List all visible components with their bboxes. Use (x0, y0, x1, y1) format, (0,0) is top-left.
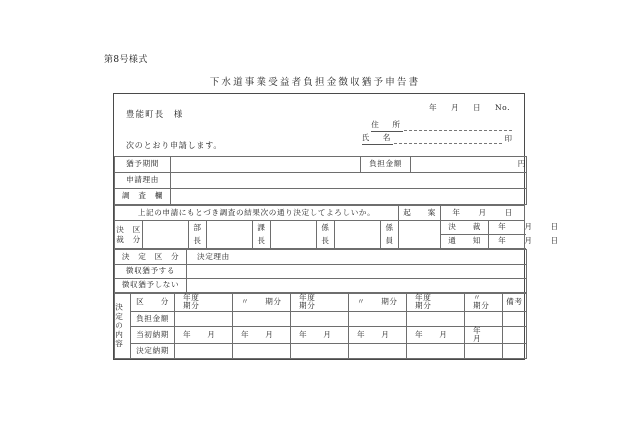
detail-table (114, 293, 527, 359)
reason-row (115, 173, 527, 189)
detail-amount-c1[interactable] (175, 311, 233, 326)
detail-side-label-text: 決定の内容 (114, 303, 124, 349)
detail-original-due-c1[interactable] (175, 326, 233, 344)
action-date-kessai[interactable] (489, 221, 559, 235)
decision-option-grant-value[interactable] (187, 265, 527, 279)
col6-main: 〃 (473, 293, 482, 302)
due6-year: 年 (473, 325, 482, 335)
col5-sub: 期分 (415, 301, 432, 311)
submission-date-line (429, 102, 510, 113)
division-label-line2: 裁 分 (116, 234, 141, 244)
due2-year: 年 (241, 329, 250, 339)
application-statement: 次のとおり申請します。 (126, 141, 223, 150)
decision-option-row-deny (115, 279, 527, 293)
signer-bucho-seal[interactable] (207, 221, 253, 249)
kian-month: 月 (478, 207, 487, 217)
due4-month: 月 (381, 329, 390, 339)
col2-main: 〃 (241, 297, 250, 307)
detail-original-due-remarks[interactable] (503, 326, 527, 344)
amount-value[interactable] (411, 157, 527, 173)
signer-kakariin-label-2: 員 (381, 235, 399, 249)
detail-amount-c5[interactable] (407, 311, 465, 326)
seal-icon: 印 (504, 134, 512, 143)
reason-value[interactable] (171, 173, 527, 189)
detail-decided-due-c2[interactable] (233, 344, 291, 359)
signer-kakaricho-label-2: 長 (317, 235, 335, 249)
detail-decided-due-row (115, 344, 527, 359)
division-label (115, 221, 143, 249)
due6-month: 月 (473, 334, 482, 344)
col6-sub: 期分 (473, 301, 490, 311)
due5-month: 月 (439, 329, 448, 339)
action-date-kian[interactable] (441, 206, 525, 221)
due3-year: 年 (299, 329, 308, 339)
due2-month: 月 (265, 329, 274, 339)
kian-day: 日 (504, 207, 513, 217)
division-value[interactable] (143, 221, 189, 249)
due3-month: 月 (323, 329, 332, 339)
detail-col-header-5 (407, 294, 465, 312)
approval-statement: 上記の申請にもとづき調査の結果次の通り決定してよろしいか。 (115, 206, 399, 221)
name-label: 氏 名 (362, 132, 394, 145)
period-value[interactable] (171, 157, 361, 173)
detail-col-header-3 (291, 294, 349, 312)
col4-main: 〃 (357, 297, 366, 307)
detail-decided-due-c5[interactable] (407, 344, 465, 359)
col4-sub: 期分 (381, 297, 398, 307)
signer-kacho-label-2: 長 (253, 235, 271, 249)
decision-header-row (115, 250, 527, 265)
applicant-block (114, 94, 524, 156)
detail-decided-due-c4[interactable] (349, 344, 407, 359)
signer-kakariin-label-1: 係 (381, 221, 399, 235)
detail-original-due-row (115, 326, 527, 344)
detail-remarks-label: 備考 (503, 294, 527, 312)
addressee: 豊能町長 様 (126, 109, 184, 119)
amount-unit: 円 (517, 159, 526, 169)
detail-col-header-4 (349, 294, 407, 312)
decision-option-deny-label[interactable]: 徴収猶予しない (115, 279, 187, 293)
detail-row-label-original-due: 当初納期 (131, 326, 175, 344)
approval-table (114, 205, 559, 249)
kessai-day: 日 (550, 222, 559, 232)
decision-option-deny-value[interactable] (187, 279, 527, 293)
col1-sub: 期分 (183, 301, 200, 311)
kian-year: 年 (452, 207, 461, 217)
action-label-kessai: 決 裁 (441, 221, 489, 235)
col5-main: 年度 (415, 293, 432, 302)
detail-amount-c2[interactable] (233, 311, 291, 326)
name-input[interactable] (394, 135, 502, 144)
signer-kakaricho-label-1: 係 (317, 221, 335, 235)
tsuchi-year: 年 (498, 236, 507, 246)
kessai-year: 年 (498, 222, 507, 232)
form-frame (113, 93, 559, 360)
signer-kakariin-seal[interactable] (399, 221, 441, 249)
detail-col-header-6 (465, 294, 503, 312)
survey-value[interactable] (171, 189, 527, 205)
detail-original-due-c6[interactable] (465, 326, 503, 344)
col1-main: 年度 (183, 293, 200, 302)
survey-row (115, 189, 527, 205)
request-table (114, 156, 527, 205)
tsuchi-day: 日 (550, 236, 559, 246)
action-date-tsuchi[interactable] (489, 235, 559, 249)
date-year-label: 年 (428, 103, 438, 112)
period-row (115, 157, 527, 173)
detail-col-header-2 (233, 294, 291, 312)
date-month-label: 月 (450, 103, 460, 112)
detail-header-row (115, 294, 527, 312)
period-label: 猶予期間 (115, 157, 171, 173)
tsuchi-month: 月 (524, 236, 533, 246)
kessai-month: 月 (524, 222, 533, 232)
date-day-label: 日 (472, 103, 482, 112)
detail-row-label-amount: 負担金額 (131, 311, 175, 326)
detail-amount-row (115, 311, 527, 326)
detail-decided-due-c1[interactable] (175, 344, 233, 359)
col2-sub: 期分 (265, 297, 282, 307)
action-label-kian: 起 案 (399, 206, 441, 221)
detail-original-due-c2[interactable] (233, 326, 291, 344)
due5-year: 年 (415, 329, 424, 339)
detail-original-due-c3[interactable] (291, 326, 349, 344)
detail-amount-c4[interactable] (349, 311, 407, 326)
address-input[interactable] (404, 122, 512, 131)
detail-col-header-1 (175, 294, 233, 312)
division-label-line1: 決 区 (116, 225, 141, 235)
detail-amount-remarks[interactable] (503, 311, 527, 326)
signer-kacho-label-1: 課 (253, 221, 271, 235)
signer-kacho-seal[interactable] (271, 221, 317, 249)
approval-statement-row (115, 206, 525, 221)
reason-label: 申請理由 (115, 173, 171, 189)
col3-sub: 期分 (299, 301, 316, 311)
due1-year: 年 (183, 329, 192, 339)
address-label: 住 所 (371, 119, 403, 132)
detail-decided-due-c6[interactable] (465, 344, 503, 359)
detail-row-label-category: 区 分 (131, 294, 175, 312)
decision-option-grant-label[interactable]: 徴収猶予する (115, 265, 187, 279)
detail-amount-c3[interactable] (291, 311, 349, 326)
decision-reason-label: 決定理由 (187, 250, 527, 265)
address-row (371, 119, 512, 132)
due4-year: 年 (357, 329, 366, 339)
detail-original-due-c4[interactable] (349, 326, 407, 344)
detail-row-label-decided-due: 決定納期 (131, 344, 175, 359)
signer-row-top (115, 221, 525, 235)
amount-label: 負担金額 (361, 157, 411, 173)
signer-bucho-label-2: 長 (189, 235, 207, 249)
detail-amount-c6[interactable] (465, 311, 503, 326)
document-no-label: No. (495, 103, 510, 112)
detail-decided-due-remarks[interactable] (503, 344, 527, 359)
signer-bucho-label-1: 部 (189, 221, 207, 235)
form-number: 第8号様式 (104, 55, 148, 65)
survey-label: 調 査 欄 (115, 189, 171, 205)
name-row (362, 132, 512, 145)
signer-kakaricho-seal[interactable] (335, 221, 381, 249)
action-label-tsuchi: 通 知 (441, 235, 489, 249)
decision-table (114, 249, 527, 293)
decision-category-label: 決 定 区 分 (115, 250, 187, 265)
detail-side-label (115, 294, 131, 359)
detail-decided-due-c3[interactable] (291, 344, 349, 359)
detail-original-due-c5[interactable] (407, 326, 465, 344)
due1-month: 月 (207, 329, 216, 339)
document-title: 下水道事業受益者負担金徴収猶予申告書 (209, 77, 421, 88)
decision-option-row-grant (115, 265, 527, 279)
col3-main: 年度 (299, 293, 316, 302)
